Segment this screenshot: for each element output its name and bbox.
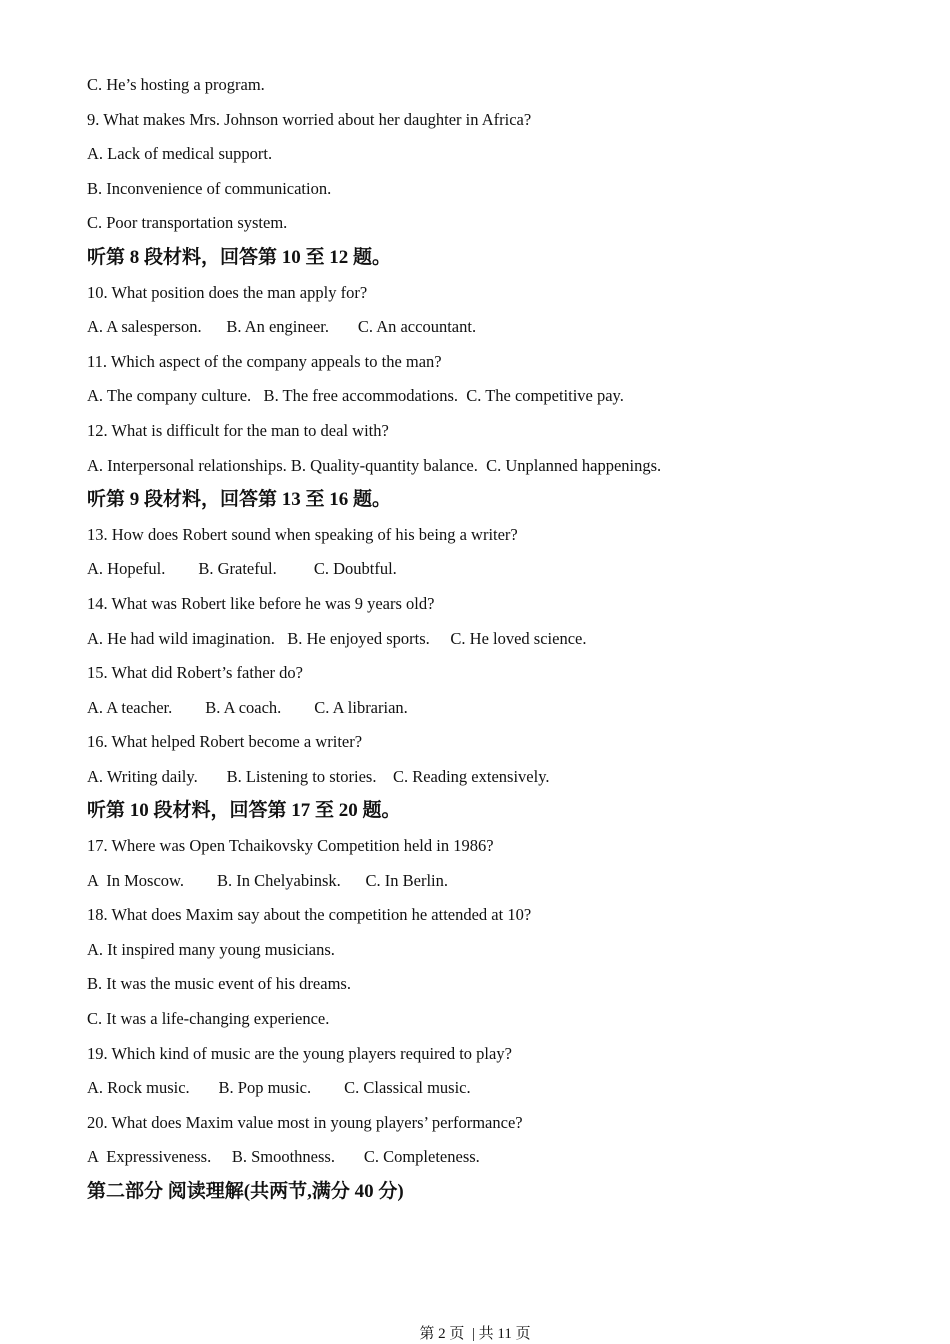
section-heading: 第二部分 阅读理解(共两节,满分 40 分): [87, 1181, 404, 1202]
document-page: [87, 68, 887, 1210]
text-line: 15. What did Robert’s father do?: [87, 663, 303, 683]
text-line: A In Moscow. B. In Chelyabinsk. C. In Berlin.: [87, 870, 448, 890]
text-line: A. Hopeful. B. Grateful. C. Doubtful.: [87, 559, 397, 579]
text-line: 16. What helped Robert become a writer?: [87, 732, 363, 752]
text-line: A. It inspired many young musicians.: [87, 939, 335, 959]
text-line: 12. What is difficult for the man to deal with?: [87, 420, 389, 440]
text-line: A. The company culture. B. The free accommodations. C. The competitive pay.: [87, 386, 624, 406]
text-line: 11. Which aspect of the company appeals to the man?: [87, 351, 442, 371]
text-line: A. Writing daily. B. Listening to stories. C. Reading extensively.: [87, 766, 550, 786]
text-line: 10. What position does the man apply for?: [87, 282, 368, 302]
text-line: A Expressiveness. B. Smoothness. C. Completeness.: [87, 1147, 480, 1167]
text-line: A. Lack of medical support.: [87, 144, 273, 164]
text-line: A. He had wild imagination. B. He enjoyed sports. C. He loved science.: [87, 628, 587, 648]
text-line: 20. What does Maxim value most in young players’ performance?: [87, 1112, 523, 1132]
text-line: B. It was the music event of his dreams.: [87, 974, 351, 994]
text-line: C. Poor transportation system.: [87, 213, 288, 233]
text-line: 13. How does Robert sound when speaking of his being a writer?: [87, 524, 518, 544]
text-line: A. A teacher. B. A coach. C. A librarian.: [87, 697, 408, 717]
section-heading: 听第 9 段材料，回答第 13 至 16 题。: [87, 489, 392, 511]
section-heading: 听第 10 段材料，回答第 17 至 20 题。: [87, 800, 401, 822]
text-line: 9. What makes Mrs. Johnson worried about her daughter in Africa?: [87, 109, 532, 129]
text-line: 17. Where was Open Tchaikovsky Competition held in 1986?: [87, 836, 494, 856]
text-line: 14. What was Robert like before he was 9 years old?: [87, 593, 435, 613]
page-footer: 第 2 页 | 共 11 页: [419, 1326, 531, 1342]
section-heading: 听第 8 段材料，回答第 10 至 12 题。: [87, 246, 392, 268]
text-line: C. It was a life-changing experience.: [87, 1009, 330, 1029]
text-line: 18. What does Maxim say about the competition he attended at 10?: [87, 905, 532, 925]
text-line: B. Inconvenience of communication.: [87, 178, 332, 198]
text-line: C. He’s hosting a program.: [87, 75, 265, 94]
text-line: A. Rock music. B. Pop music. C. Classical music.: [87, 1078, 471, 1098]
text-line: 19. Which kind of music are the young players required to play?: [87, 1043, 512, 1063]
text-line: A. Interpersonal relationships. B. Quality-quantity balance. C. Unplanned happenings.: [87, 455, 662, 475]
text-line: A. A salesperson. B. An engineer. C. An accountant.: [87, 317, 477, 337]
